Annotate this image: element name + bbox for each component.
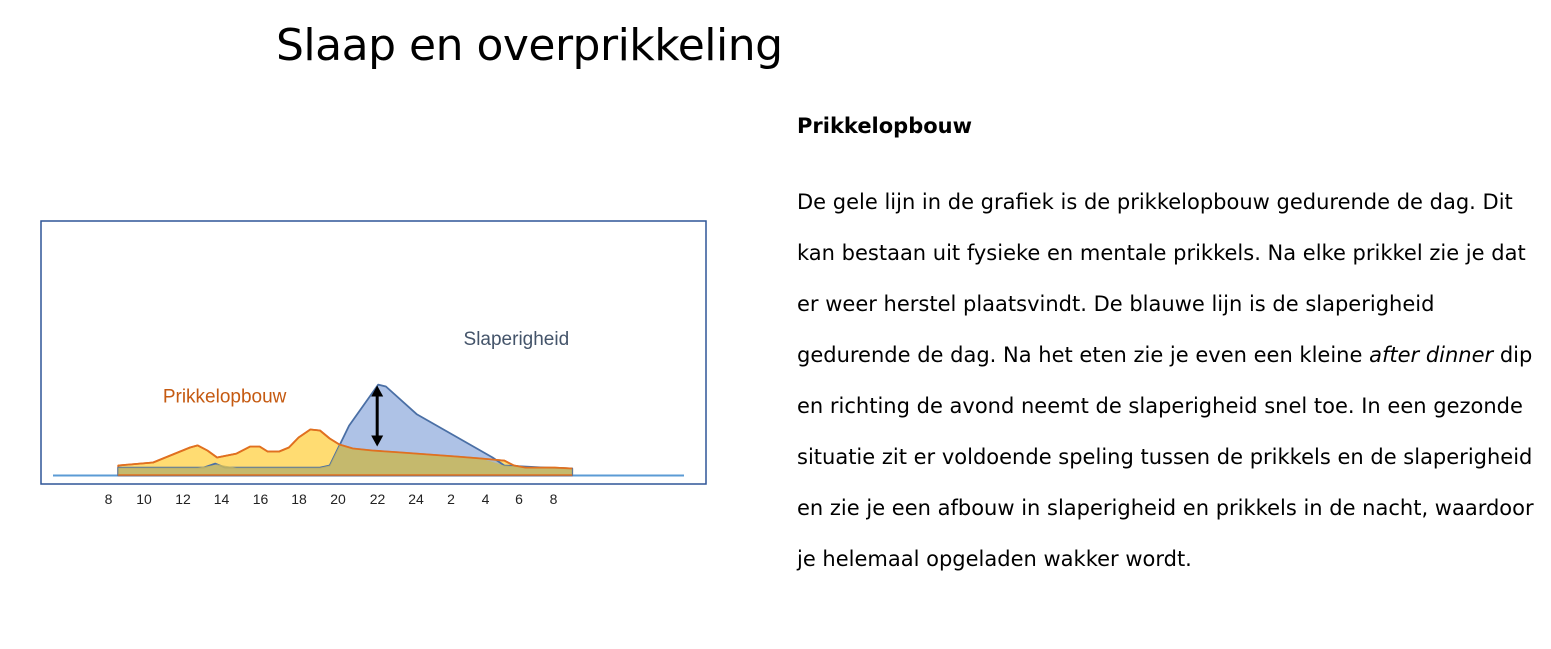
x-tick-label: 10 (136, 491, 152, 507)
chart-svg (38, 218, 718, 518)
page-title: Slaap en overprikkeling (276, 20, 783, 71)
body-text-emphasis: after dinner (1369, 343, 1494, 367)
x-tick-label: 2 (447, 491, 455, 507)
body-text-after: dip en richting de avond neemt de slaperigheid snel toe. In een gezonde situatie zit er voldoende speling tussen de prikkels en de slaperigheid en zie je een afbouw in slaperigheid en prikkels in de nacht, waardoor je helemaal opgeladen wakker wordt. (797, 343, 1534, 571)
x-tick-label: 6 (515, 491, 523, 507)
x-tick-label: 24 (408, 491, 424, 507)
body-text-before: De gele lijn in de grafiek is de prikkelopbouw gedurende de dag. Dit kan bestaan uit fysieke en mentale prikkels. Na elke prikkel zie je dat er weer herstel plaatsvindt. De blauwe lijn is de slaperigheid gedurende de dag. Na het eten zie je even een kleine (797, 190, 1526, 367)
x-tick-label: 8 (549, 491, 558, 507)
x-tick-label: 8 (104, 491, 113, 507)
x-tick-label: 20 (330, 491, 346, 507)
x-tick-label: 18 (291, 491, 307, 507)
labels-layer (163, 329, 569, 407)
ticks-layer (105, 491, 558, 507)
x-tick-label: 16 (252, 491, 269, 507)
chart (38, 218, 718, 518)
x-tick-label: 4 (481, 491, 490, 507)
x-tick-label: 22 (369, 491, 386, 507)
body-paragraph (797, 177, 1547, 585)
prikkelopbouw-label: Prikkelopbouw (162, 386, 287, 408)
section-heading: Prikkelopbouw (797, 114, 973, 138)
x-tick-label: 12 (175, 491, 191, 507)
slaperigheid-label: Slaperigheid (463, 329, 570, 351)
x-tick-label: 14 (213, 491, 230, 507)
